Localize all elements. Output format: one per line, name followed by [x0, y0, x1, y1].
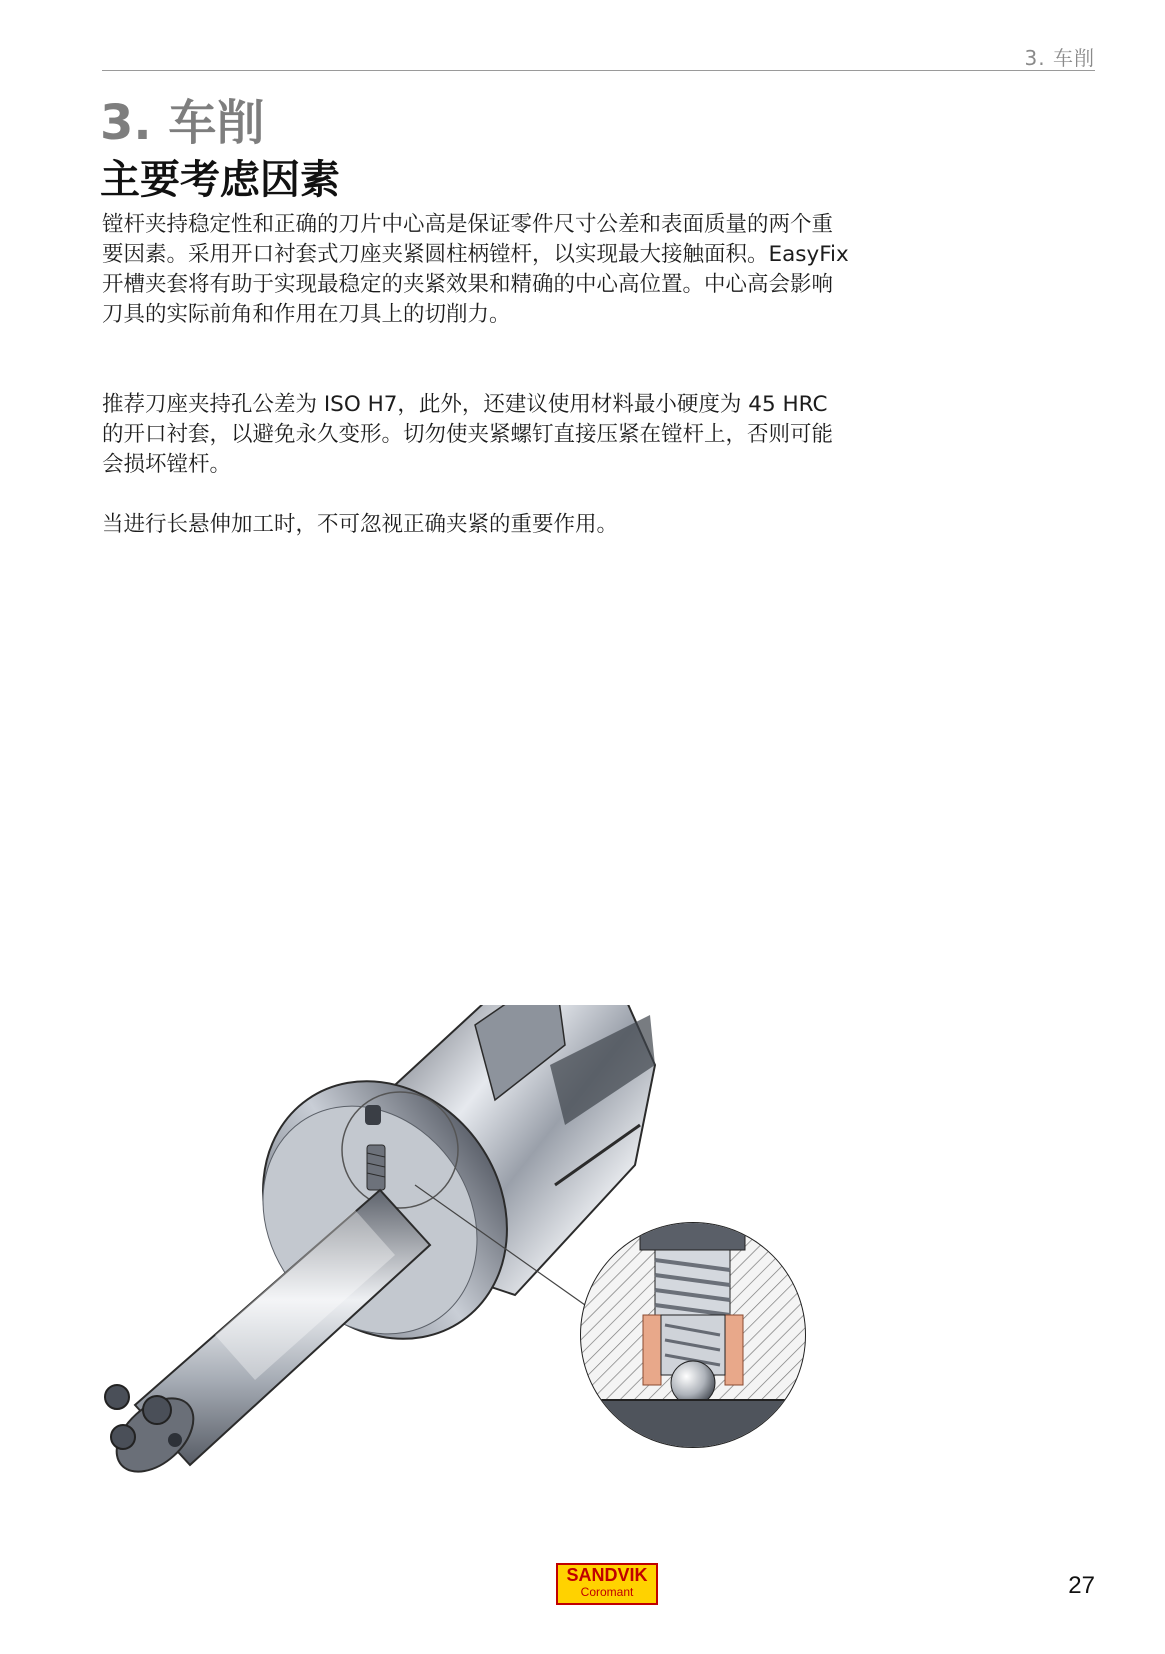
boring-bar-clamping-illustration	[95, 1005, 855, 1555]
chapter-title: 3. 车削	[100, 95, 265, 151]
zoom-detail	[575, 1215, 815, 1460]
logo-sub-text: Coromant	[580, 1585, 634, 1599]
section-title: 主要考虑因素	[100, 157, 340, 203]
logo-brand-text: SANDVIK	[566, 1565, 648, 1585]
header-rule	[102, 70, 1095, 71]
sandvik-coromant-logo	[556, 1563, 658, 1605]
body-paragraph-1: 镗杆夹持稳定性和正确的刀片中心高是保证零件尺寸公差和表面质量的两个重要因素。采用开口衬套式刀座夹紧圆柱柄镗杆，以实现最大接触面积。EasyFix 开槽夹套将有助于实现最稳定的夹紧效果和精确的中心高位置。中心高会影响刀具的实际前角和作用在刀具上的切削力。	[102, 212, 849, 327]
body-paragraph-3: 当进行长悬伸加工时，不可忽视正确夹紧的重要作用。	[102, 512, 619, 537]
boring-bar	[103, 1190, 430, 1486]
body-paragraph-2: 推荐刀座夹持孔公差为 ISO H7，此外，还建议使用材料最小硬度为 45 HRC 的开口衬套，以避免永久变形。切勿使夹紧螺钉直接压紧在镗杆上，否则可能会损坏镗杆。	[102, 392, 834, 477]
page-number: 27	[1068, 1572, 1095, 1599]
running-header: 3. 车削	[1024, 46, 1095, 70]
